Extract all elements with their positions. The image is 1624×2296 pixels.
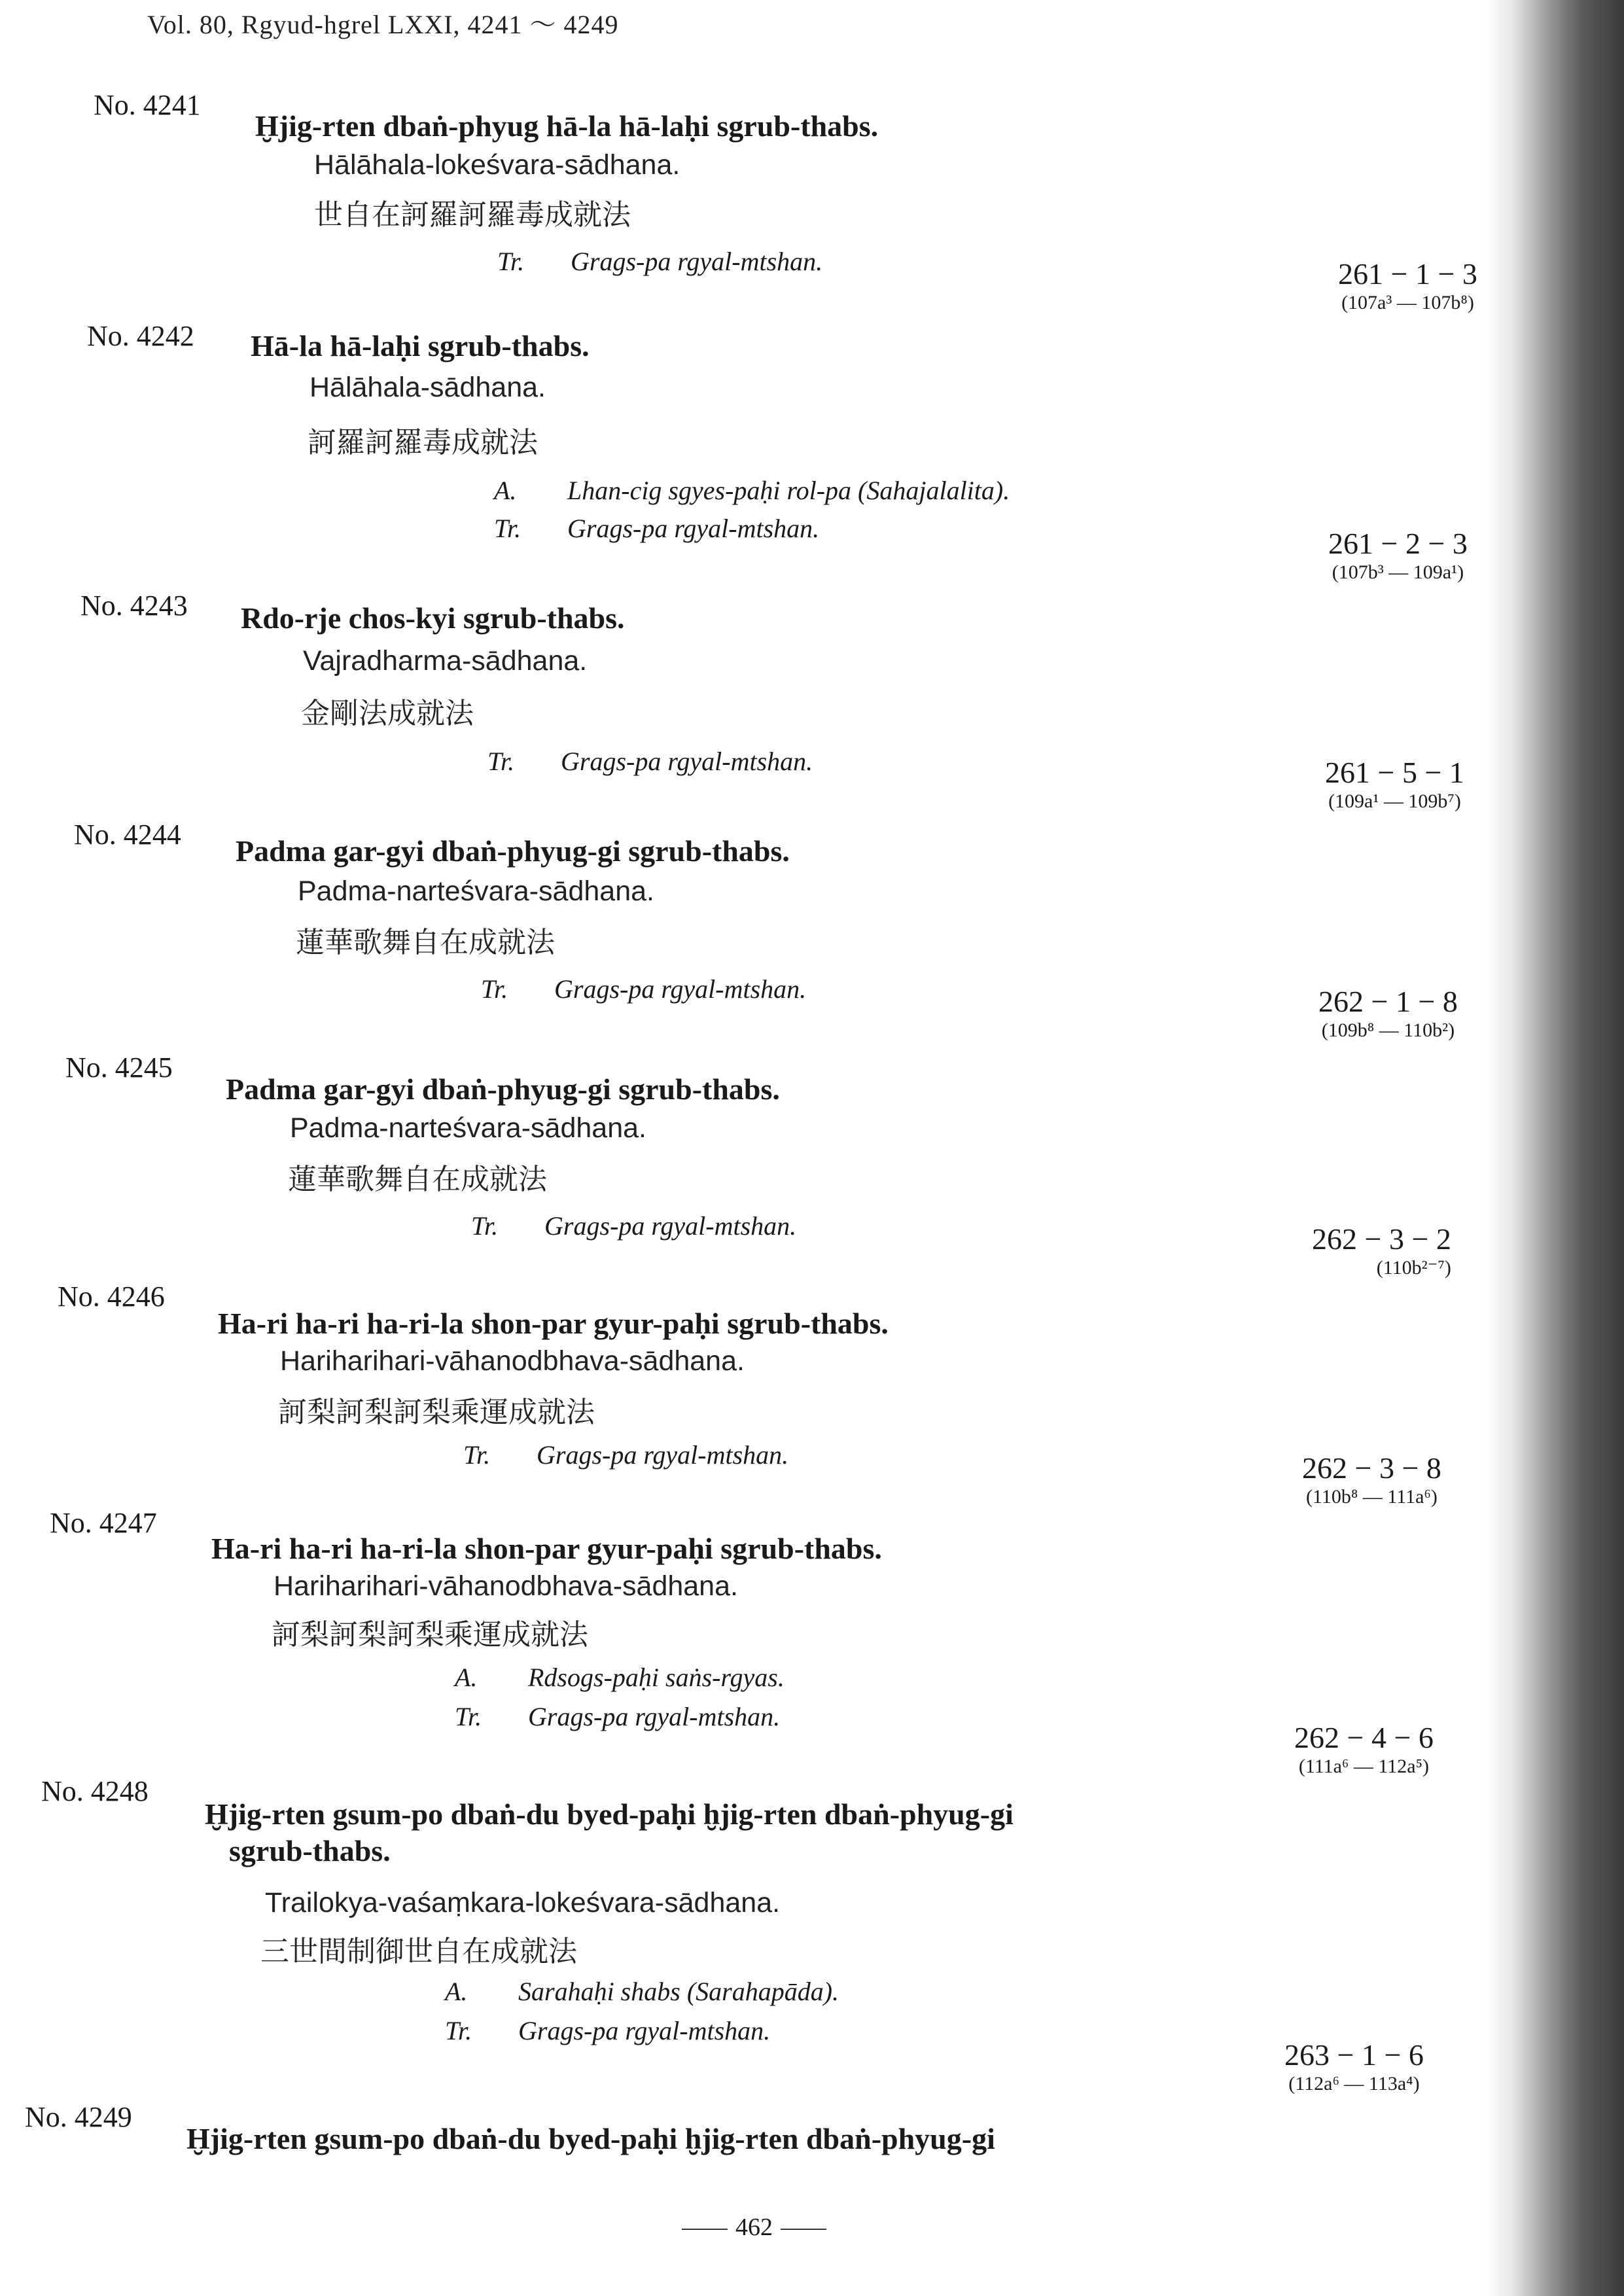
entry-title: Ḫjig-rten dbaṅ-phyug hā-la hā-laḥi sgrub-thabs. xyxy=(255,109,879,143)
translator: Grags-pa rgyal-mtshan. xyxy=(528,1702,781,1731)
chinese-title: 世自在訶羅訶羅毒成就法 xyxy=(314,198,631,232)
entry-title: Ḫjig-rten gsum-po dbaṅ-du byed-paḥi ḫjig-rten dbaṅ-phyug-gi xyxy=(186,2122,995,2155)
translator: Grags-pa rgyal-mtshan. xyxy=(561,747,813,776)
entry-number: No. 4248 xyxy=(41,1775,149,1807)
volume-ref: 261 − 2 − 3 xyxy=(1328,527,1468,560)
tr-label: Tr. xyxy=(445,2016,472,2045)
volume-ref: 262 − 1 − 8 xyxy=(1318,985,1458,1018)
tr-label: Tr. xyxy=(481,974,508,1004)
translator: Grags-pa rgyal-mtshan. xyxy=(571,247,823,276)
translator-line xyxy=(445,2015,770,2046)
author: Sarahaḥi shabs (Sarahapāda). xyxy=(518,1977,839,2006)
author-line xyxy=(494,475,1010,506)
entry-number: No. 4241 xyxy=(94,89,201,121)
chinese-title: 三世間制御世自在成就法 xyxy=(260,1935,577,1968)
translator-line xyxy=(494,513,819,544)
entry-title: Padma gar-gyi dbaṅ-phyug-gi sgrub-thabs. xyxy=(226,1072,780,1106)
folio-ref: (107b³ — 109a¹) xyxy=(1332,561,1464,583)
entry-title: Ha-ri ha-ri ha-ri-la shon-par gyur-paḥi sgrub-thabs. xyxy=(218,1307,889,1340)
translator-line xyxy=(497,246,822,277)
location-ref xyxy=(1302,1451,1441,1509)
page-number-value: 462 xyxy=(735,2214,773,2241)
tr-label: Tr. xyxy=(471,1211,499,1241)
entry-title: Hā-la hā-laḥi sgrub-thabs. xyxy=(251,329,590,362)
chinese-title: 訶梨訶梨訶梨乘運成就法 xyxy=(278,1396,595,1429)
folio-ref: (109b⁸ — 110b²) xyxy=(1321,1019,1455,1041)
entry-number: No. 4249 xyxy=(25,2101,132,2133)
translator-line xyxy=(463,1439,788,1470)
folio-ref: (107a³ — 107b⁸) xyxy=(1341,292,1474,313)
translator: Grags-pa rgyal-mtshan. xyxy=(544,1211,797,1241)
entry-number: No. 4245 xyxy=(65,1051,173,1084)
translator: Grags-pa rgyal-mtshan. xyxy=(518,2016,771,2045)
entry-number: No. 4243 xyxy=(80,590,188,622)
translator: Grags-pa rgyal-mtshan. xyxy=(567,514,820,543)
a-label: A. xyxy=(445,1977,468,2006)
page-number-dash-left xyxy=(682,2229,728,2230)
page-number xyxy=(674,2213,834,2242)
sanskrit-title: Hālāhala-lokeśvara-sādhana. xyxy=(314,149,680,181)
tr-label: Tr. xyxy=(455,1702,482,1731)
location-ref xyxy=(1338,257,1477,315)
chinese-title: 蓮華歌舞自在成就法 xyxy=(288,1163,547,1196)
a-label: A. xyxy=(494,476,517,505)
volume-ref: 261 − 1 − 3 xyxy=(1338,257,1477,291)
tr-label: Tr. xyxy=(463,1440,491,1470)
chinese-title: 蓮華歌舞自在成就法 xyxy=(296,926,555,959)
chinese-title: 訶梨訶梨訶梨乘運成就法 xyxy=(272,1618,588,1651)
author-line xyxy=(445,1976,839,2007)
entry-title: Rdo-rje chos-kyi sgrub-thabs. xyxy=(241,601,625,635)
sanskrit-title: Padma-narteśvara-sādhana. xyxy=(290,1112,646,1144)
volume-ref: 261 − 5 − 1 xyxy=(1325,756,1464,789)
sanskrit-title: Padma-narteśvara-sādhana. xyxy=(298,875,654,907)
tr-label: Tr. xyxy=(487,747,515,776)
translator-line xyxy=(471,1210,796,1241)
author: Lhan-cig sgyes-paḥi rol-pa (Sahajalalita). xyxy=(567,476,1010,505)
sanskrit-title: Hariharihari-vāhanodbhava-sādhana. xyxy=(280,1345,745,1377)
entry-number: No. 4244 xyxy=(74,819,181,851)
chinese-title: 訶羅訶羅毒成就法 xyxy=(308,426,538,459)
a-label: A. xyxy=(455,1663,478,1692)
sanskrit-title: Trailokya-vaśaṃkara-lokeśvara-sādhana. xyxy=(265,1887,781,1918)
folio-ref: (111a⁶ — 112a⁵) xyxy=(1298,1756,1430,1777)
entry-number: No. 4246 xyxy=(58,1280,165,1313)
author-line xyxy=(455,1662,785,1693)
translator: Grags-pa rgyal-mtshan. xyxy=(537,1440,789,1470)
entry-title: Ḫjig-rten gsum-po dbaṅ-du byed-paḥi ḫjig-rten dbaṅ-phyug-gi xyxy=(205,1797,1014,1831)
translator-line xyxy=(455,1701,780,1732)
entry-number: No. 4247 xyxy=(50,1507,157,1539)
entry-title: Padma gar-gyi dbaṅ-phyug-gi sgrub-thabs. xyxy=(236,834,790,868)
page-number-dash-right xyxy=(781,2229,826,2230)
volume-ref: 262 − 4 − 6 xyxy=(1294,1721,1434,1754)
location-ref xyxy=(1284,2038,1424,2096)
page-edge-shadow xyxy=(1485,0,1624,2296)
volume-ref: 262 − 3 − 2 xyxy=(1312,1222,1451,1256)
entry-title-continued: sgrub-thabs. xyxy=(229,1834,391,1867)
folio-ref: (110b⁸ — 111a⁶) xyxy=(1306,1486,1438,1508)
entry-number: No. 4242 xyxy=(87,320,194,352)
translator: Grags-pa rgyal-mtshan. xyxy=(554,974,807,1004)
folio-ref: (112a⁶ — 113a⁴) xyxy=(1288,2073,1420,2094)
location-ref xyxy=(1328,527,1468,584)
location-ref xyxy=(1318,985,1458,1042)
volume-ref: 263 − 1 − 6 xyxy=(1284,2038,1424,2072)
author: Rdsogs-paḥi saṅs-rgyas. xyxy=(528,1663,785,1692)
folio-ref: (109a¹ — 109b⁷) xyxy=(1328,790,1461,812)
folio-ref: (110b²⁻⁷) xyxy=(1376,1257,1451,1279)
translator-line xyxy=(487,746,813,777)
tr-label: Tr. xyxy=(494,514,521,543)
location-ref xyxy=(1312,1222,1451,1280)
volume-ref: 262 − 3 − 8 xyxy=(1302,1451,1441,1485)
running-header: Vol. 80, Rgyud-hgrel LXXI, 4241 ～ 4249 xyxy=(147,10,619,39)
sanskrit-title: Vajradharma-sādhana. xyxy=(303,645,588,677)
sanskrit-title: Hālāhala-sādhana. xyxy=(309,372,546,403)
sanskrit-title: Hariharihari-vāhanodbhava-sādhana. xyxy=(274,1570,738,1602)
tr-label: Tr. xyxy=(497,247,525,276)
chinese-title: 金剛法成就法 xyxy=(301,697,474,730)
translator-line xyxy=(481,974,806,1004)
location-ref xyxy=(1325,756,1464,813)
location-ref xyxy=(1294,1721,1434,1778)
entry-title: Ha-ri ha-ri ha-ri-la shon-par gyur-paḥi sgrub-thabs. xyxy=(211,1532,882,1565)
